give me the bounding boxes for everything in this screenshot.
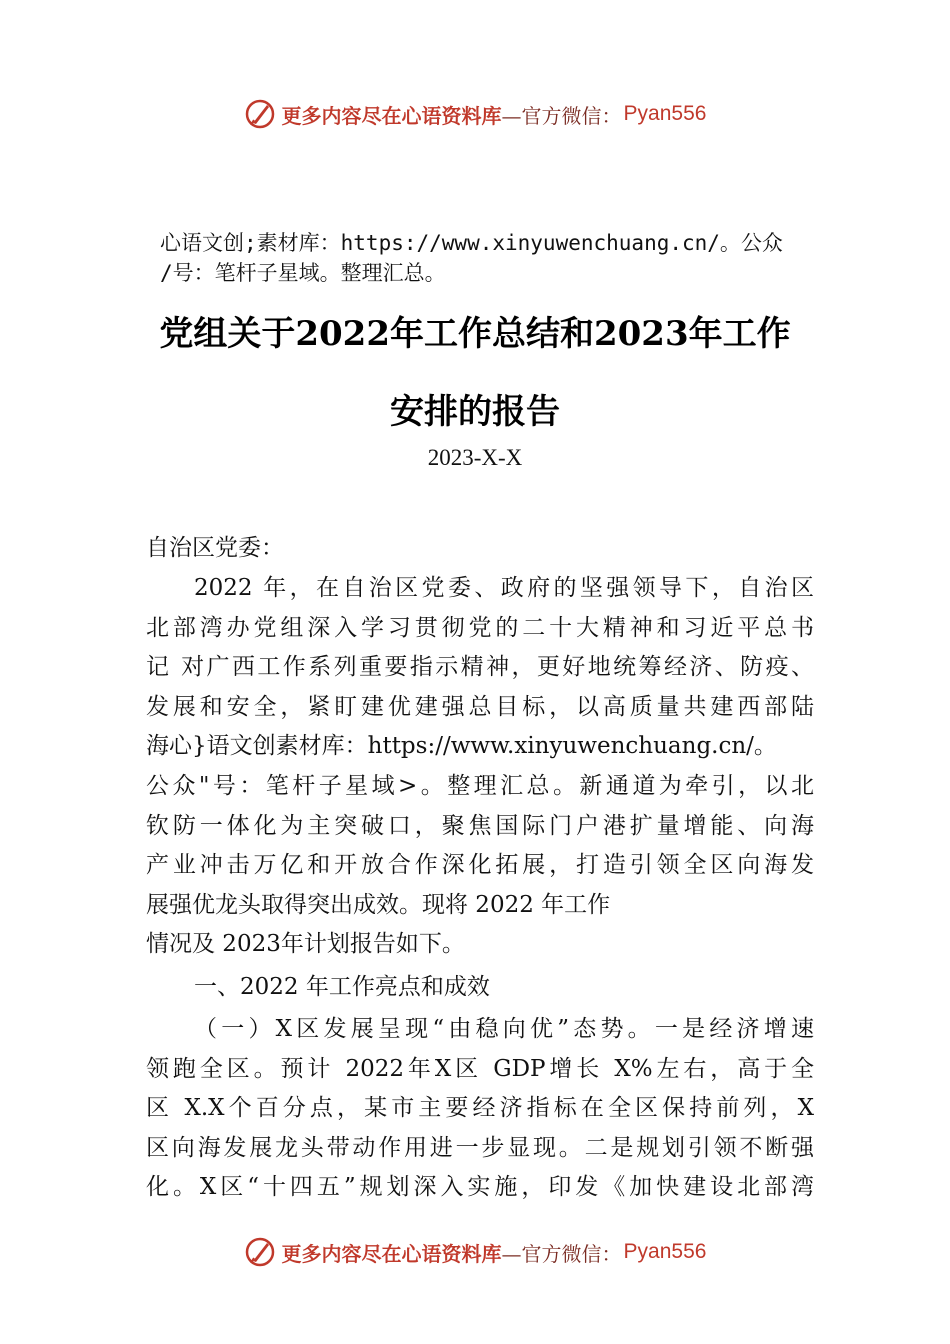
paragraph-line: 区 X.X个百分点，某市主要经济指标在全区保持前列，X <box>146 1095 814 1122</box>
banner-wechat-account: Pyan556 <box>623 102 707 125</box>
paragraph-line: 2022 年，在自治区党委、政府的坚强领导下，自治区 <box>194 575 814 601</box>
paragraph-line: 北部湾办党组深入学习贯彻党的二十大精神和习近平总书 <box>146 614 814 641</box>
banner-wechat-account: Pyan556 <box>623 1240 707 1263</box>
paragraph-line: 记 对广西工作系列重要指示精神，更好地统筹经济、防疫、 <box>146 654 814 681</box>
paragraph-intro <box>146 569 814 965</box>
paragraph-line: 领跑全区。预计 2022年X区 GDP增长 X%左右，高于全 <box>146 1055 814 1082</box>
paragraph-line: 展强优龙头取得突出成效。现将 2022 年工作 <box>146 891 611 918</box>
quill-logo-icon <box>244 1236 276 1268</box>
paragraph-line: 产业冲击万亿和开放合作深化拓展，打造引领全区向海发 <box>146 852 814 879</box>
banner-contact-label: —官方微信： <box>501 103 622 128</box>
paragraph-line: 钦防一体化为主突破口，聚焦国际门户港扩量增能、向海 <box>146 812 814 839</box>
paragraph-line: 海心}语文创素材库：https://www.xinyuwenchuang.cn/。 <box>146 733 777 760</box>
paragraph-line: 区向海发展龙头带动作用进一步显现。二是规划引领不断强 <box>146 1134 814 1161</box>
salutation: 自治区党委： <box>146 535 284 561</box>
paragraph-section-1 <box>146 1010 814 1208</box>
footer-banner <box>0 1232 950 1272</box>
paragraph-line: （一）X区发展呈现“由稳向优”态势。一是经济增速 <box>194 1016 814 1042</box>
document-date: 2023-X-X <box>427 445 523 470</box>
paragraph-line: 情况及 2023年计划报告如下。 <box>146 931 465 958</box>
section-heading: 一、2022 年工作亮点和成效 <box>194 974 490 1000</box>
paragraph-line: 化。X区“十四五”规划深入实施，印发《加快建设北部湾 <box>146 1174 814 1201</box>
source-note-line: /号：笔杆子星域。整理汇总。 <box>160 261 446 285</box>
banner-slogan: 更多内容尽在心语资料库 <box>281 103 502 128</box>
document-title-line-1: 党组关于2022年工作总结和2023年工作 <box>159 314 791 354</box>
document-title-line-2: 安排的报告 <box>390 392 560 432</box>
header-banner <box>0 94 950 134</box>
paragraph-line: 公众"号：笔杆子星域>。整理汇总。新通道为牵引，以北 <box>146 772 814 799</box>
source-note <box>160 228 850 288</box>
banner-contact-label: —官方微信： <box>501 1241 622 1266</box>
quill-logo-icon <box>244 98 276 130</box>
paragraph-line: 发展和安全，紧盯建优建强总目标，以高质量共建西部陆 <box>146 693 814 720</box>
source-note-line: 心语文创;素材库：https://www.xinyuwenchuang.cn/。公众 <box>160 231 783 255</box>
banner-slogan: 更多内容尽在心语资料库 <box>281 1241 502 1266</box>
